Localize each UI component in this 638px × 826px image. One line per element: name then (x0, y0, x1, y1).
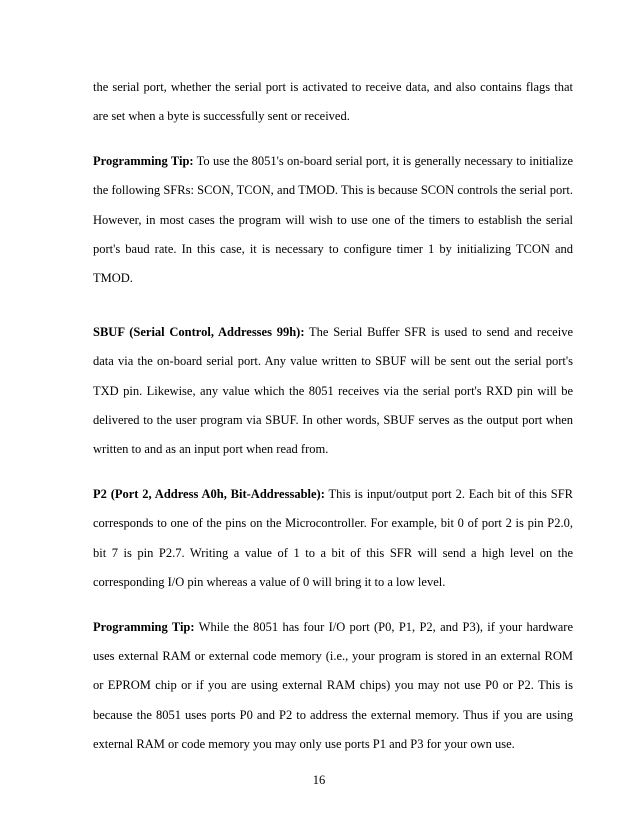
paragraph-lead: Programming Tip: (93, 619, 195, 634)
paragraph-p2-port (93, 480, 573, 598)
paragraph-text: To use the 8051's on-board serial port, it is generally necessary to initialize the following SFRs: SCON, TCON, and TMOD. This is because SCON controls the serial port. However, in most cases the program will wish to use one of the timers to establish the serial port's baud rate. In this case, it is necessary to configure timer 1 by initializing TCON and TMOD. (93, 153, 573, 286)
paragraph-programming-tip-serial (93, 147, 573, 294)
document-page (93, 73, 573, 760)
paragraph-spacer (93, 465, 573, 480)
paragraph-spacer (93, 294, 573, 318)
paragraph-sbuf (93, 318, 573, 465)
paragraph-programming-tip-io (93, 613, 573, 760)
paragraph-text: This is input/output port 2. Each bit of this SFR corresponds to one of the pins on the Microcontroller. For example, bit 0 of port 2 is pin P2.0, bit 7 is pin P2.7. Writing a value of 1 to a bit of this SFR will send a high level on the corresponding I/O pin whereas a value of 0 will bring it to a low level. (93, 486, 573, 590)
paragraph-spacer (93, 598, 573, 613)
page-number: 16 (312, 773, 326, 787)
paragraph-serial-port-continuation (93, 73, 573, 132)
paragraph-lead: SBUF (Serial Control, Addresses 99h): (93, 324, 305, 339)
paragraph-text: The Serial Buffer SFR is used to send and receive data via the on-board serial port. Any value written to SBUF will be sent out the serial port's TXD pin. Likewise, any value which the 8051 receives via the serial port's RXD pin will be delivered to the user program via SBUF. In other words, SBUF serves as the output port when written to and as an input port when read from. (93, 324, 573, 457)
paragraph-lead: P2 (Port 2, Address A0h, Bit-Addressable): (93, 486, 325, 501)
paragraph-lead: Programming Tip: (93, 153, 194, 168)
paragraph-spacer (93, 132, 573, 147)
paragraph-text: While the 8051 has four I/O port (P0, P1, P2, and P3), if your hardware uses external RAM or external code memory (i.e., your program is stored in an external ROM or EPROM chip or if you are using external RAM chips) you may not use P0 or P2. This is because the 8051 uses ports P0 and P2 to address the external memory. Thus if you are using external RAM or code memory you may only use ports P1 and P3 for your own use. (93, 619, 573, 752)
paragraph-text: the serial port, whether the serial port is activated to receive data, and also contains flags that are set when a byte is successfully sent or received. (93, 80, 573, 124)
